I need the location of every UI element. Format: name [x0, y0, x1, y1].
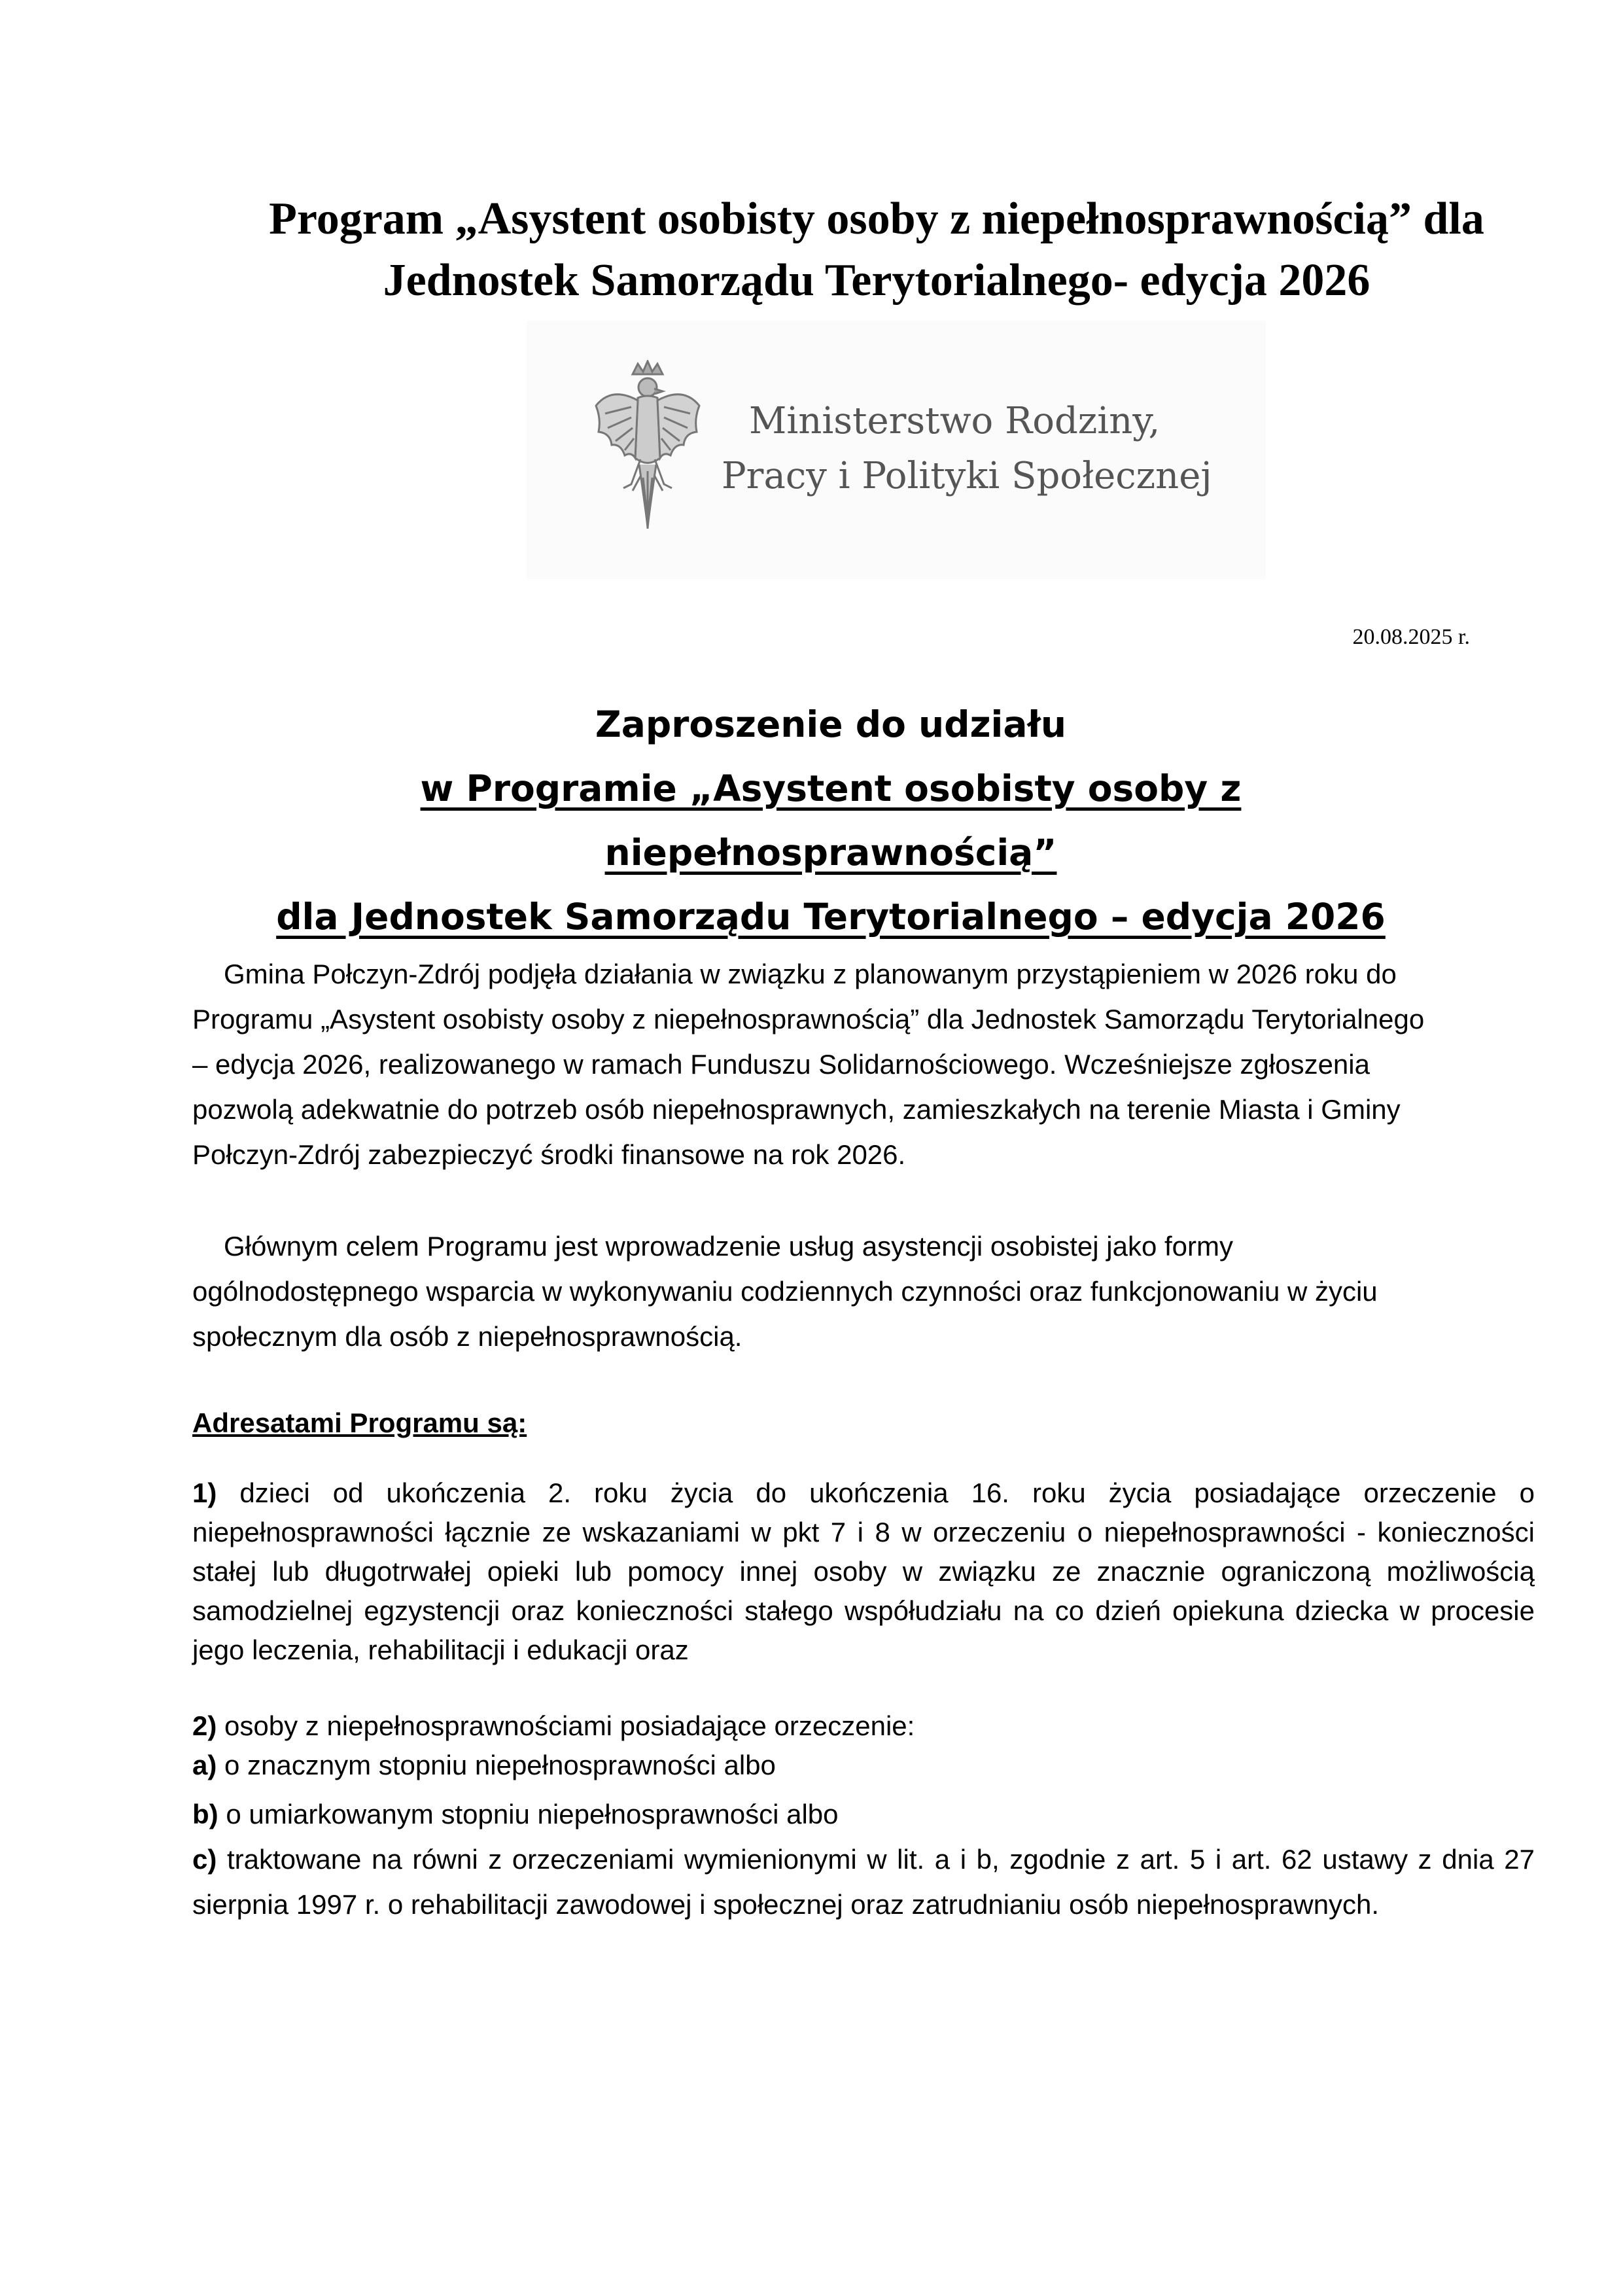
intro-paragraph	[192, 951, 1535, 1177]
goal-line: społecznym dla osób z niepełnosprawnością.	[192, 1321, 742, 1352]
item-text: dzieci od ukończenia 2. roku życia do ukończenia 16. roku życia posiadające orzeczenie o niepełnosprawności łącznie ze wskazaniami w pkt 7 i 8 w orzeczeniu o niepełnosprawności - konieczności stałej lub długotrwałej opieki lub pomocy innej osoby w związku ze znacznie ograniczoną możliwością samodzielnej egzystencji oraz konieczności stałego współudziału na co dzień opiekuna dziecka w procesie jego leczenia, rehabilitacji i edukacji oraz	[192, 1477, 1535, 1665]
ministry-name-line1: Ministerstwo Rodziny,	[749, 400, 1161, 442]
program-title-line1: Program „Asystent osobisty osoby z niepełnosprawnością” dla	[269, 194, 1484, 244]
ministry-logo	[527, 321, 1266, 579]
polish-eagle-emblem-icon	[592, 360, 703, 533]
sub-item-text: traktowane na równi z orzeczeniami wymienionymi w lit. a i b, zgodnie z art. 5 i art. 62 ustawy z dnia 27 sierpnia 1997 r. o rehabilitacji zawodowej i społecznej oraz zatrudnianiu osób niepełnosprawnych.	[192, 1844, 1535, 1920]
sub-item-a	[192, 1746, 1535, 1785]
sub-item-c	[192, 1837, 1535, 1927]
addressees-heading: Adresatami Programu są:	[192, 1407, 527, 1438]
sub-item-text: o znacznym stopniu niepełnosprawności albo	[224, 1750, 776, 1780]
program-title-line2: Jednostek Samorządu Terytorialnego- edycja 2026	[383, 255, 1370, 306]
invitation-title	[190, 692, 1472, 949]
sub-item-marker: c)	[192, 1844, 217, 1875]
intro-line: Połczyn-Zdrój zabezpieczyć środki finansowe na rok 2026.	[192, 1139, 906, 1170]
goal-line: Głównym celem Programu jest wprowadzenie usług asystencji osobistej jako formy	[224, 1231, 1233, 1262]
addressee-item-2	[192, 1706, 1535, 1927]
program-title	[196, 188, 1557, 311]
invitation-title-line1: Zaproszenie do udziału	[595, 703, 1067, 745]
intro-line: Gmina Połczyn-Zdrój podjęła działania w związku z planowanym przystąpieniem w 2026 roku do	[224, 959, 1397, 989]
item-text: osoby z niepełnosprawnościami posiadające orzeczenie:	[224, 1710, 915, 1741]
sub-item-text: o umiarkowanym stopniu niepełnosprawności albo	[226, 1799, 839, 1829]
item-marker: 1)	[192, 1477, 217, 1508]
sub-item-marker: a)	[192, 1750, 217, 1780]
goal-line: ogólnodostępnego wsparcia w wykonywaniu codziennych czynności oraz funkcjonowaniu w życiu	[192, 1276, 1378, 1307]
ministry-name-line2: Pracy i Polityki Społecznej	[722, 455, 1212, 497]
ministry-name	[722, 394, 1212, 504]
item-2-intro	[192, 1706, 1535, 1746]
sub-item-b	[192, 1792, 1535, 1837]
intro-line: Programu „Asystent osobisty osoby z niepełnosprawnością” dla Jednostek Samorządu Terytorialnego	[192, 1004, 1425, 1034]
sub-item-marker: b)	[192, 1799, 218, 1829]
invitation-title-line2: w Programie „Asystent osobisty osoby z niepełnosprawnością”	[420, 768, 1242, 874]
document-date: 20.08.2025 r.	[1352, 625, 1470, 649]
item-marker: 2)	[192, 1710, 217, 1741]
addressee-item-1	[192, 1474, 1535, 1670]
intro-line: pozwolą adekwatnie do potrzeb osób niepełnosprawnych, zamieszkałych na terenie Miasta i Gminy	[192, 1094, 1401, 1125]
invitation-title-line3: dla Jednostek Samorządu Terytorialnego – edycja 2026	[276, 896, 1386, 938]
goal-paragraph	[192, 1224, 1535, 1359]
intro-line: – edycja 2026, realizowanego w ramach Funduszu Solidarnościowego. Wcześniejsze zgłoszenia	[192, 1049, 1370, 1080]
